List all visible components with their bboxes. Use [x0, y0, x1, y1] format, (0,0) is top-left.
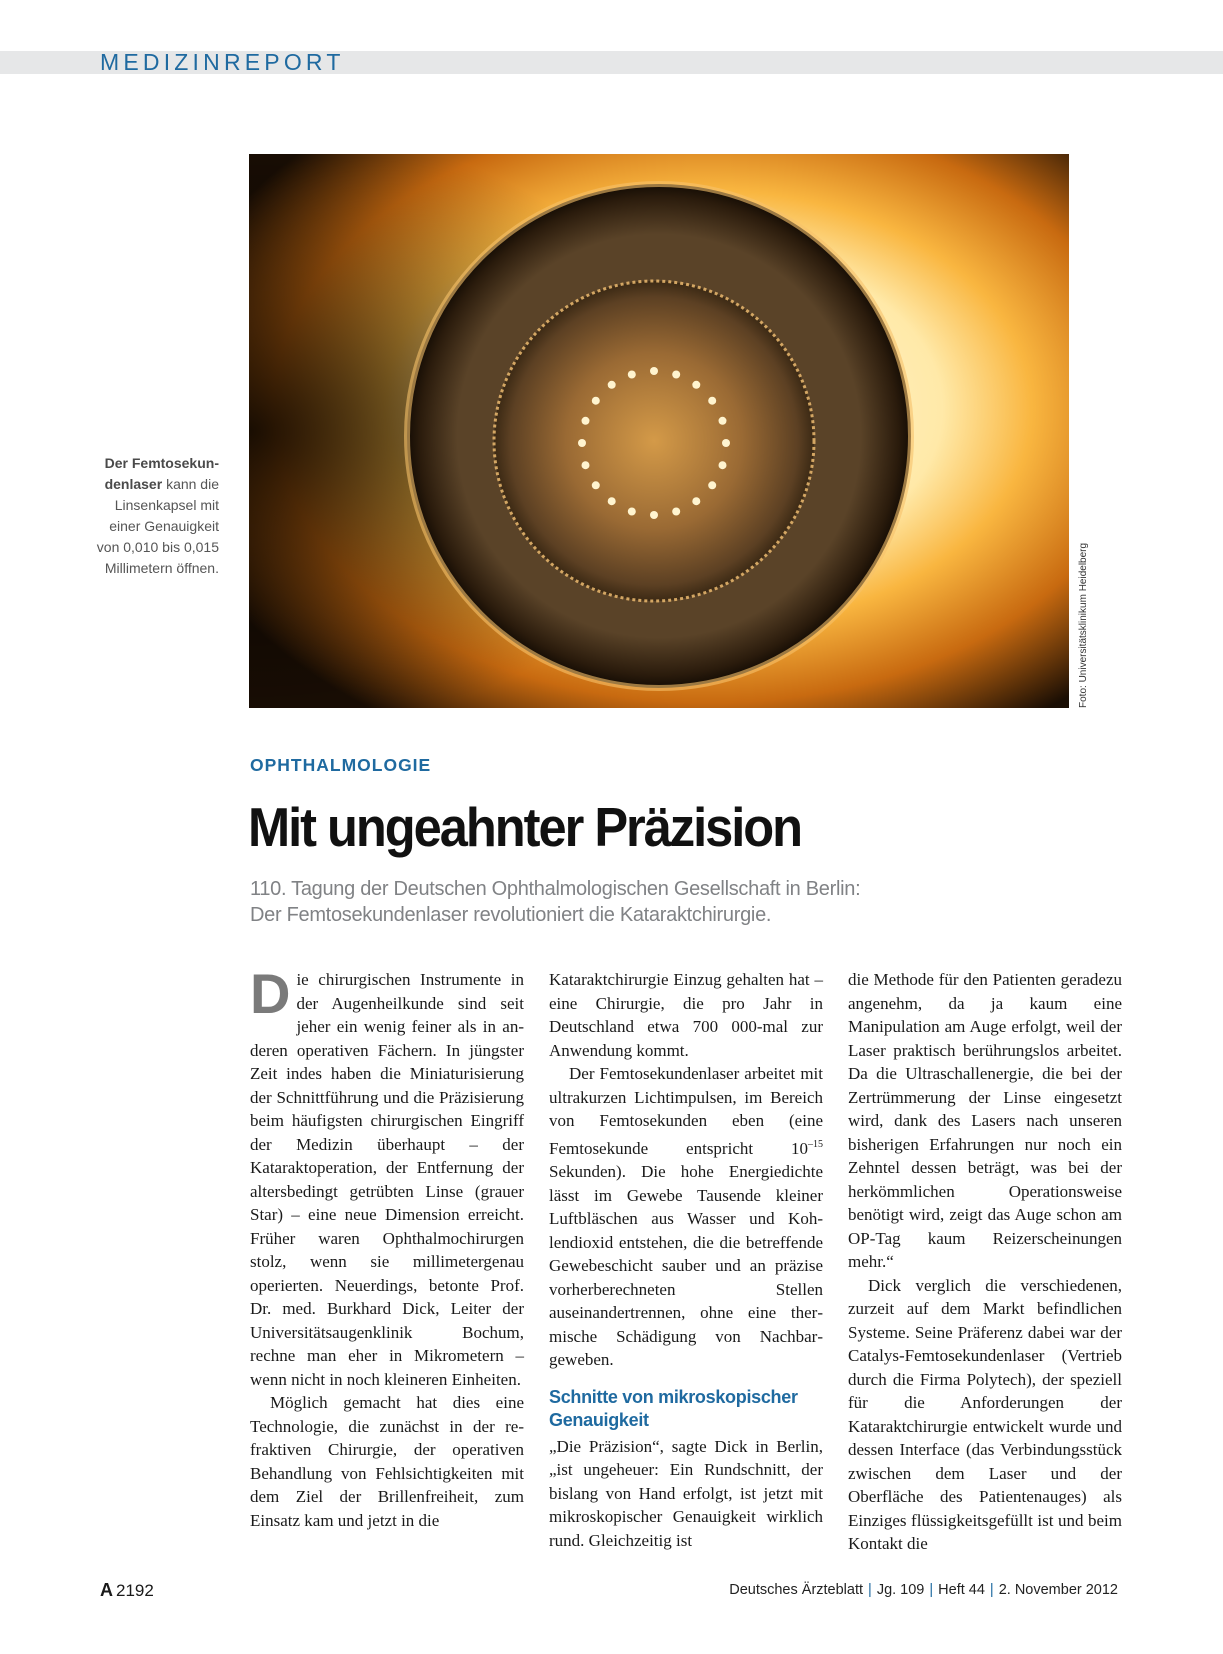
col2-p2-text-b: Sekunden). Die hohe Energiedichte lässt im Gewebe Tausende kleiner Luftbläschen aus Wasser und Kohlendioxid entstehen, die die betreffende Gewebeschicht sauber und an präzise vorherberechneten Stellen auseinandertrennen, ohne eine thermische Schädigung von Nachbargeweben.: [549, 1162, 823, 1369]
col2-paragraph-1: Kataraktchirurgie Einzug gehalten hat – eine Chirurgie, die pro Jahr in Deutschland etwa 700 000-mal zur Anwendung kommt.: [549, 970, 823, 1060]
subtitle-line-2: Der Femtosekundenlaser revolutioniert die Kataraktchirurgie.: [250, 904, 772, 926]
page-number-value: 2192: [116, 1581, 154, 1600]
text-column-2: [549, 968, 823, 1552]
photo-caption: [84, 453, 219, 579]
laser-spot: [628, 508, 636, 516]
drop-cap: D: [250, 962, 291, 1025]
section-subheading: Schnitte von mikroskopischer Genauigkeit: [549, 1386, 798, 1430]
text-column-3: [848, 968, 1122, 1556]
laser-spot: [578, 439, 586, 447]
laser-spot: [592, 481, 600, 489]
col2-paragraph-3: „Die Präzision“, sagte Dick in Berlin, „ist ungeheuer: Ein Rundschnitt, der bislang von Hand erfolgt, ist jetzt mit mikroskopischer Genauigkeit wirklich rund. Gleichzeitig ist: [549, 1436, 823, 1550]
journal-name: Deutsches Ärzteblatt: [729, 1582, 864, 1598]
laser-spot: [628, 371, 636, 379]
laser-spot: [672, 371, 680, 379]
edition-letter: A: [100, 1580, 113, 1600]
col3-paragraph-1: die Methode für den Patienten geradezu angenehm, da ja kaum eine Manipulation am Auge erfolgt, weil der Laser praktisch berührungslos arbeitet. Da die Ultraschallenergie, die bei der Zertrümmerung der Linse eingesetzt wird, dank des Lasers nach unseren bisherigen Erfahrungen nur noch ein Zehntel dessen beträgt, was bei der herkömmlichen Operationsweise benötigt wird, zeigt das Auge schon am OP-Tag kaum Reizerscheinungen mehr.“: [848, 970, 1122, 1271]
laser-spot: [582, 417, 590, 425]
laser-spot: [650, 367, 658, 375]
laser-spot: [708, 397, 716, 405]
article-kicker: OPHTHALMOLOGIE: [250, 755, 432, 775]
subtitle-line-1: 110. Tagung der Deutschen Ophthalmologischen Gesellschaft in Berlin:: [250, 878, 861, 900]
caption-bold: Der Femtosekundenlaser: [104, 455, 219, 492]
laser-spot: [719, 461, 727, 469]
col2-p2-text-a: Der Femtosekundenlaser arbeitet mit ultrakurzen Lichtimpulsen, im Bereich von Femtosekunden eben (eine Femtosekunde entspricht 10: [549, 1064, 823, 1158]
laser-spot: [582, 461, 590, 469]
col1-paragraph-1: [250, 962, 524, 1391]
laser-spot: [592, 397, 600, 405]
text-column-1: [250, 962, 524, 1532]
page-number: [100, 1580, 154, 1601]
journal-volume: Jg. 109: [876, 1582, 925, 1598]
caption-text: kann die Linsenkapsel mit einer Genauigkeit von 0,010 bis 0,015 Millimetern öffnen.: [96, 476, 219, 576]
journal-date: 2. November 2012: [998, 1582, 1118, 1598]
laser-spot: [708, 481, 716, 489]
exponent: –15: [808, 1138, 823, 1150]
article-title: Mit ungeahnter Präzision: [248, 796, 802, 858]
journal-issue: Heft 44: [938, 1582, 985, 1598]
laser-spot: [650, 511, 658, 519]
femtosecond-laser-eye-image: [249, 154, 1069, 708]
laser-spot: [692, 381, 700, 389]
journal-footer: Deutsches Ärzteblatt | Jg. 109 | Heft 44 | 2. November 2012: [729, 1582, 1118, 1598]
section-label: MEDIZINREPORT: [100, 49, 345, 75]
article-photo: [249, 154, 1069, 708]
laser-spot: [608, 497, 616, 505]
laser-spot: [722, 439, 730, 447]
laser-spot: [719, 417, 727, 425]
laser-spot: [692, 497, 700, 505]
article-subtitle: [250, 876, 1110, 928]
photo-credit: Foto: Universitätsklinikum Heidelberg: [1078, 542, 1089, 708]
col1-paragraph-2: Möglich gemacht hat dies eine Technologie, die zunächst in der refraktiven Chirurgie, der operativen Behandlung von Fehlsichtigkeiten mit dem Ziel der Brillenfreiheit, zum Einsatz kam und jetzt in die: [250, 1393, 524, 1530]
col3-paragraph-2: Dick verglich die verschiedenen, zurzeit auf dem Markt befindlichen Systeme. Seine Präferenz dabei war der Catalys-Femtosekundenlaser (Vertrieb durch die Firma Polytech), der speziell für die Anforderungen der Kataraktchirurgie entwickelt wurde und dessen Interface (das Verbindungsstück zwischen dem Laser und der Oberfläche des Patientenauges) als Einziges flüssigkeitsgefüllt ist und beim Kontakt die: [848, 1275, 1122, 1553]
laser-spot: [672, 508, 680, 516]
col2-paragraph-2: [549, 1062, 823, 1372]
col1-p1-text: ie chirurgischen Instrumente in der Augenheilkunde sind seit jeher ein wenig feiner als in anderen operativen Fächern. In jüngster Zeit indes haben die Miniaturisierung der Schnittführung und die Präzisierung beim häufigsten chirurgischen Eingriff der Medizin überhaupt – der Kataraktoperation, der Entfernung der altersbedingt getrübten Linse (grauer Star) – eine neue Dimension erreicht. Früher waren Ophthalmochirurgen stolz, wenn sie millimetergenau operierten. Neuerdings, betonte Prof. Dr. med. Burkhard Dick, Leiter der Universitätsaugenklinik Bochum, rechne man eher in Mikrometern – wenn nicht in noch kleineren Einheiten.: [250, 970, 524, 1389]
laser-spot: [608, 381, 616, 389]
